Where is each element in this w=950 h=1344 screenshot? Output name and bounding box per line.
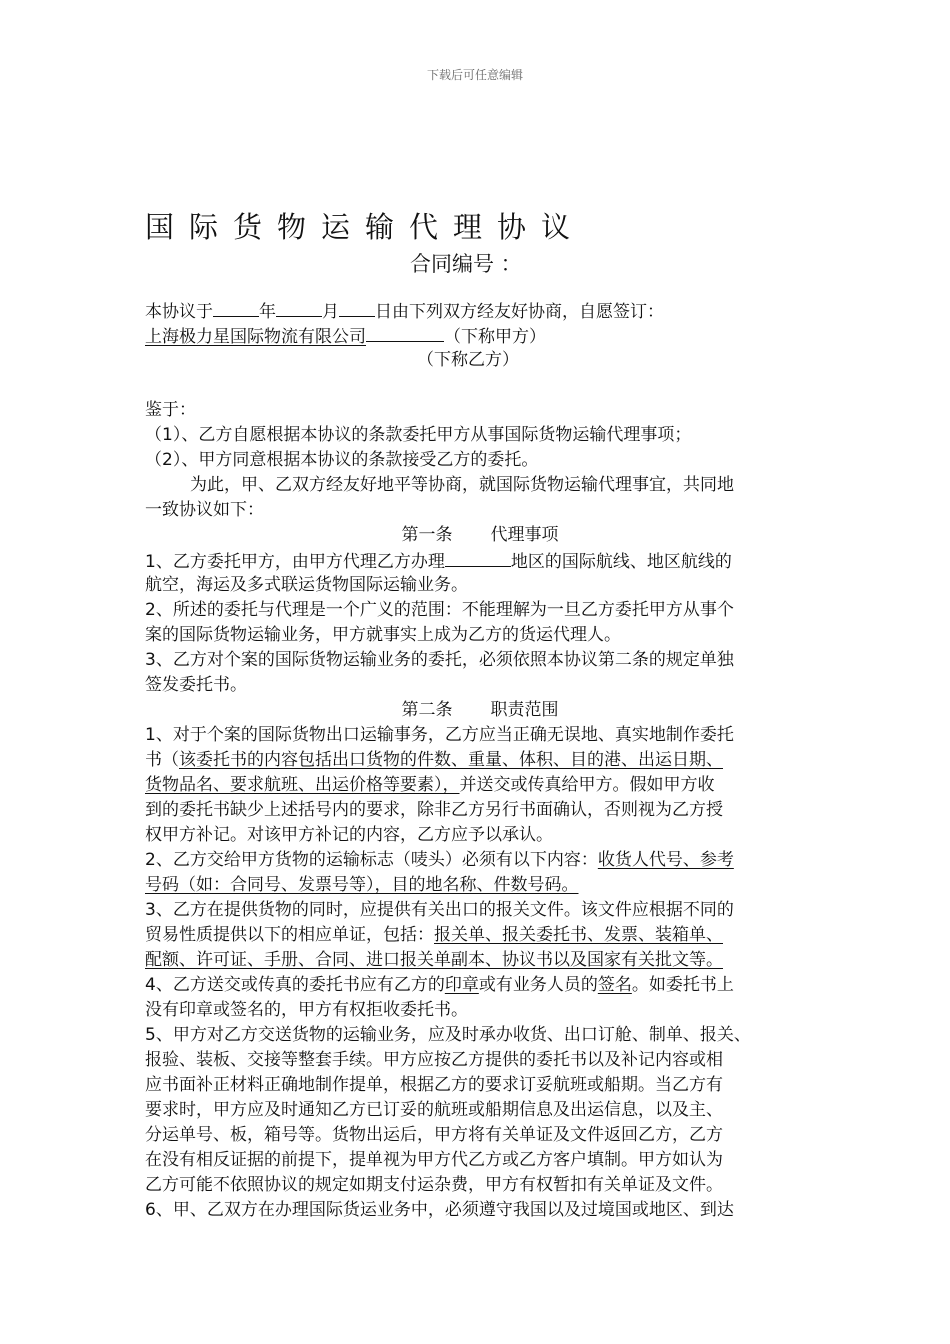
article-2-heading: 第二条 职责范围 — [401, 700, 559, 720]
party-a-name: 上海极力星国际物流有限公司 — [145, 327, 366, 347]
whereas-item-1: （1）、乙方自愿根据本协议的条款委托甲方从事国际货物运输代理事项； — [145, 425, 692, 445]
month-blank[interactable] — [276, 298, 322, 317]
article-2-clause-2: 2、乙方交给甲方货物的运输标志（唛头）必须有以下内容：收货人代号、参考 — [145, 850, 734, 870]
region-blank[interactable] — [445, 548, 511, 567]
document-body: 本协议于 年 月 日由下列双方经友好协商，自愿签订： 上海极力星国际物流有限公司 （下称甲方） （下称乙方） 鉴于： （1）、乙方自愿根据本协议的条款委托甲方从事国际货物运输代理事项； （2）、甲方同意根据本协议的条款接受乙方的委托。 为此，甲、乙双方经友好地平等协商，就国际货物运输代理事宜，共同地 一致协议如下： 第一条 代理事项 1、乙方委托甲方，由甲方代理乙方办理 地区的国际航线、地区航线的 航空，海运及多式联运货物国际运输业务。 2、所述的委托与代理是一个广义的范围：不能理解为一旦乙方委托甲方从事个 案的国际货物运输业务，甲方就事实上成为乙方的货运代理人。 3、乙方对个案的国际货物运输业务的委托，必须依照本协议第二条的规定单独 签发委托书。 第二条 职责范围 1、对于个案的国际货物出口运输事务，乙方应当正确无误地、真实地制作委托 书（该委托书的内容包括出口货物的件数、重量、体积、目的港、出运日期、 货物品名、要求航班、出运价格等要素），并送交或传真给甲方。假如甲方收 到的委托书缺少上述括号内的要求，除非乙方另行书面确认，否则视为乙方授 权甲方补记。对该甲方补记的内容，乙方应予以承认。 2、乙方交给甲方货物的运输标志（唛头）必须有以下内容：收货人代号、参考 号码（如：合同号、发票号等），目的地名称、件数号码。 3、乙方在提供货物的同时，应提供有关出口的报关文件。该文件应根据不同的 贸易性质提供以下的相应单证，包括：报关单、报关委托书、发票、装箱单、 配额、许可证、手册、合同、进口报关单副本、协议书以及国家有关批文等。 4、乙方送交或传真的委托书应有乙方的印章或有业务人员的签名。如委托书上 没有印章或签名的，甲方有权拒收委托书。 5、甲方对乙方交送货物的运输业务，应及时承办收货、出口订舱、制单、报关、 报验、装板、交接等整套手续。甲方应按乙方提供的委托书以及补记内容或相 应书面补正材料正确地制作提单，根据乙方的要求订妥航班或船期。当乙方有 要求时，甲方应及时通知乙方已订妥的航班或船期信息及出运信息，以及主、 分运单号、板，箱号等。货物出运后，甲方将有关单证及文件返回乙方，乙方 在没有相反证据的前提下，提单视为甲方代乙方或乙方客户填制。甲方如认为 乙方可能不依照协议的规定如期支付运杂费，甲方有权暂扣有关单证及文件。 6、甲、乙双方在办理国际货运业务中，必须遵守我国以及过境国或地区、到达 — [145, 298, 815, 1223]
whereas-item-2: （2）、甲方同意根据本协议的条款接受乙方的委托。 — [145, 450, 539, 470]
article-1-clause-2: 2、所述的委托与代理是一个广义的范围：不能理解为一旦乙方委托甲方从事个 — [145, 600, 734, 620]
party-a-blank[interactable] — [366, 323, 444, 342]
party-a-line: 上海极力星国际物流有限公司 （下称甲方） — [145, 323, 815, 348]
party-b-line: （下称乙方） — [417, 350, 519, 370]
contract-number-label: 合同编号 ： — [410, 252, 522, 276]
document-title: 国际货物运输代理协议 — [145, 210, 586, 244]
year-blank[interactable] — [213, 298, 259, 317]
whereas-conclusion: 为此，甲、乙双方经友好地平等协商，就国际货物运输代理事宜，共同地 — [190, 475, 734, 495]
header-note: 下载后可任意编辑 — [426, 68, 523, 82]
whereas-label: 鉴于： — [145, 400, 196, 420]
article-1-clause-1: 1、乙方委托甲方，由甲方代理乙方办理 地区的国际航线、地区航线的 — [145, 548, 815, 573]
intro-date-line: 本协议于 年 月 日由下列双方经友好协商，自愿签订： — [145, 298, 815, 323]
article-2-clause-3: 3、乙方在提供货物的同时，应提供有关出口的报关文件。该文件应根据不同的 — [145, 900, 734, 920]
day-blank[interactable] — [339, 298, 375, 317]
article-2-clause-1: 1、对于个案的国际货物出口运输事务，乙方应当正确无误地、真实地制作委托 — [145, 725, 734, 745]
article-1-heading: 第一条 代理事项 — [401, 525, 559, 545]
article-2-clause-4: 4、乙方送交或传真的委托书应有乙方的印章或有业务人员的签名。如委托书上 — [145, 975, 734, 995]
article-2-clause-6: 6、甲、乙双方在办理国际货运业务中，必须遵守我国以及过境国或地区、到达 — [145, 1200, 734, 1220]
article-2-clause-5: 5、甲方对乙方交送货物的运输业务，应及时承办收货、出口订舱、制单、报关、 — [145, 1025, 751, 1045]
article-1-clause-3: 3、乙方对个案的国际货物运输业务的委托，必须依照本协议第二条的规定单独 — [145, 650, 734, 670]
